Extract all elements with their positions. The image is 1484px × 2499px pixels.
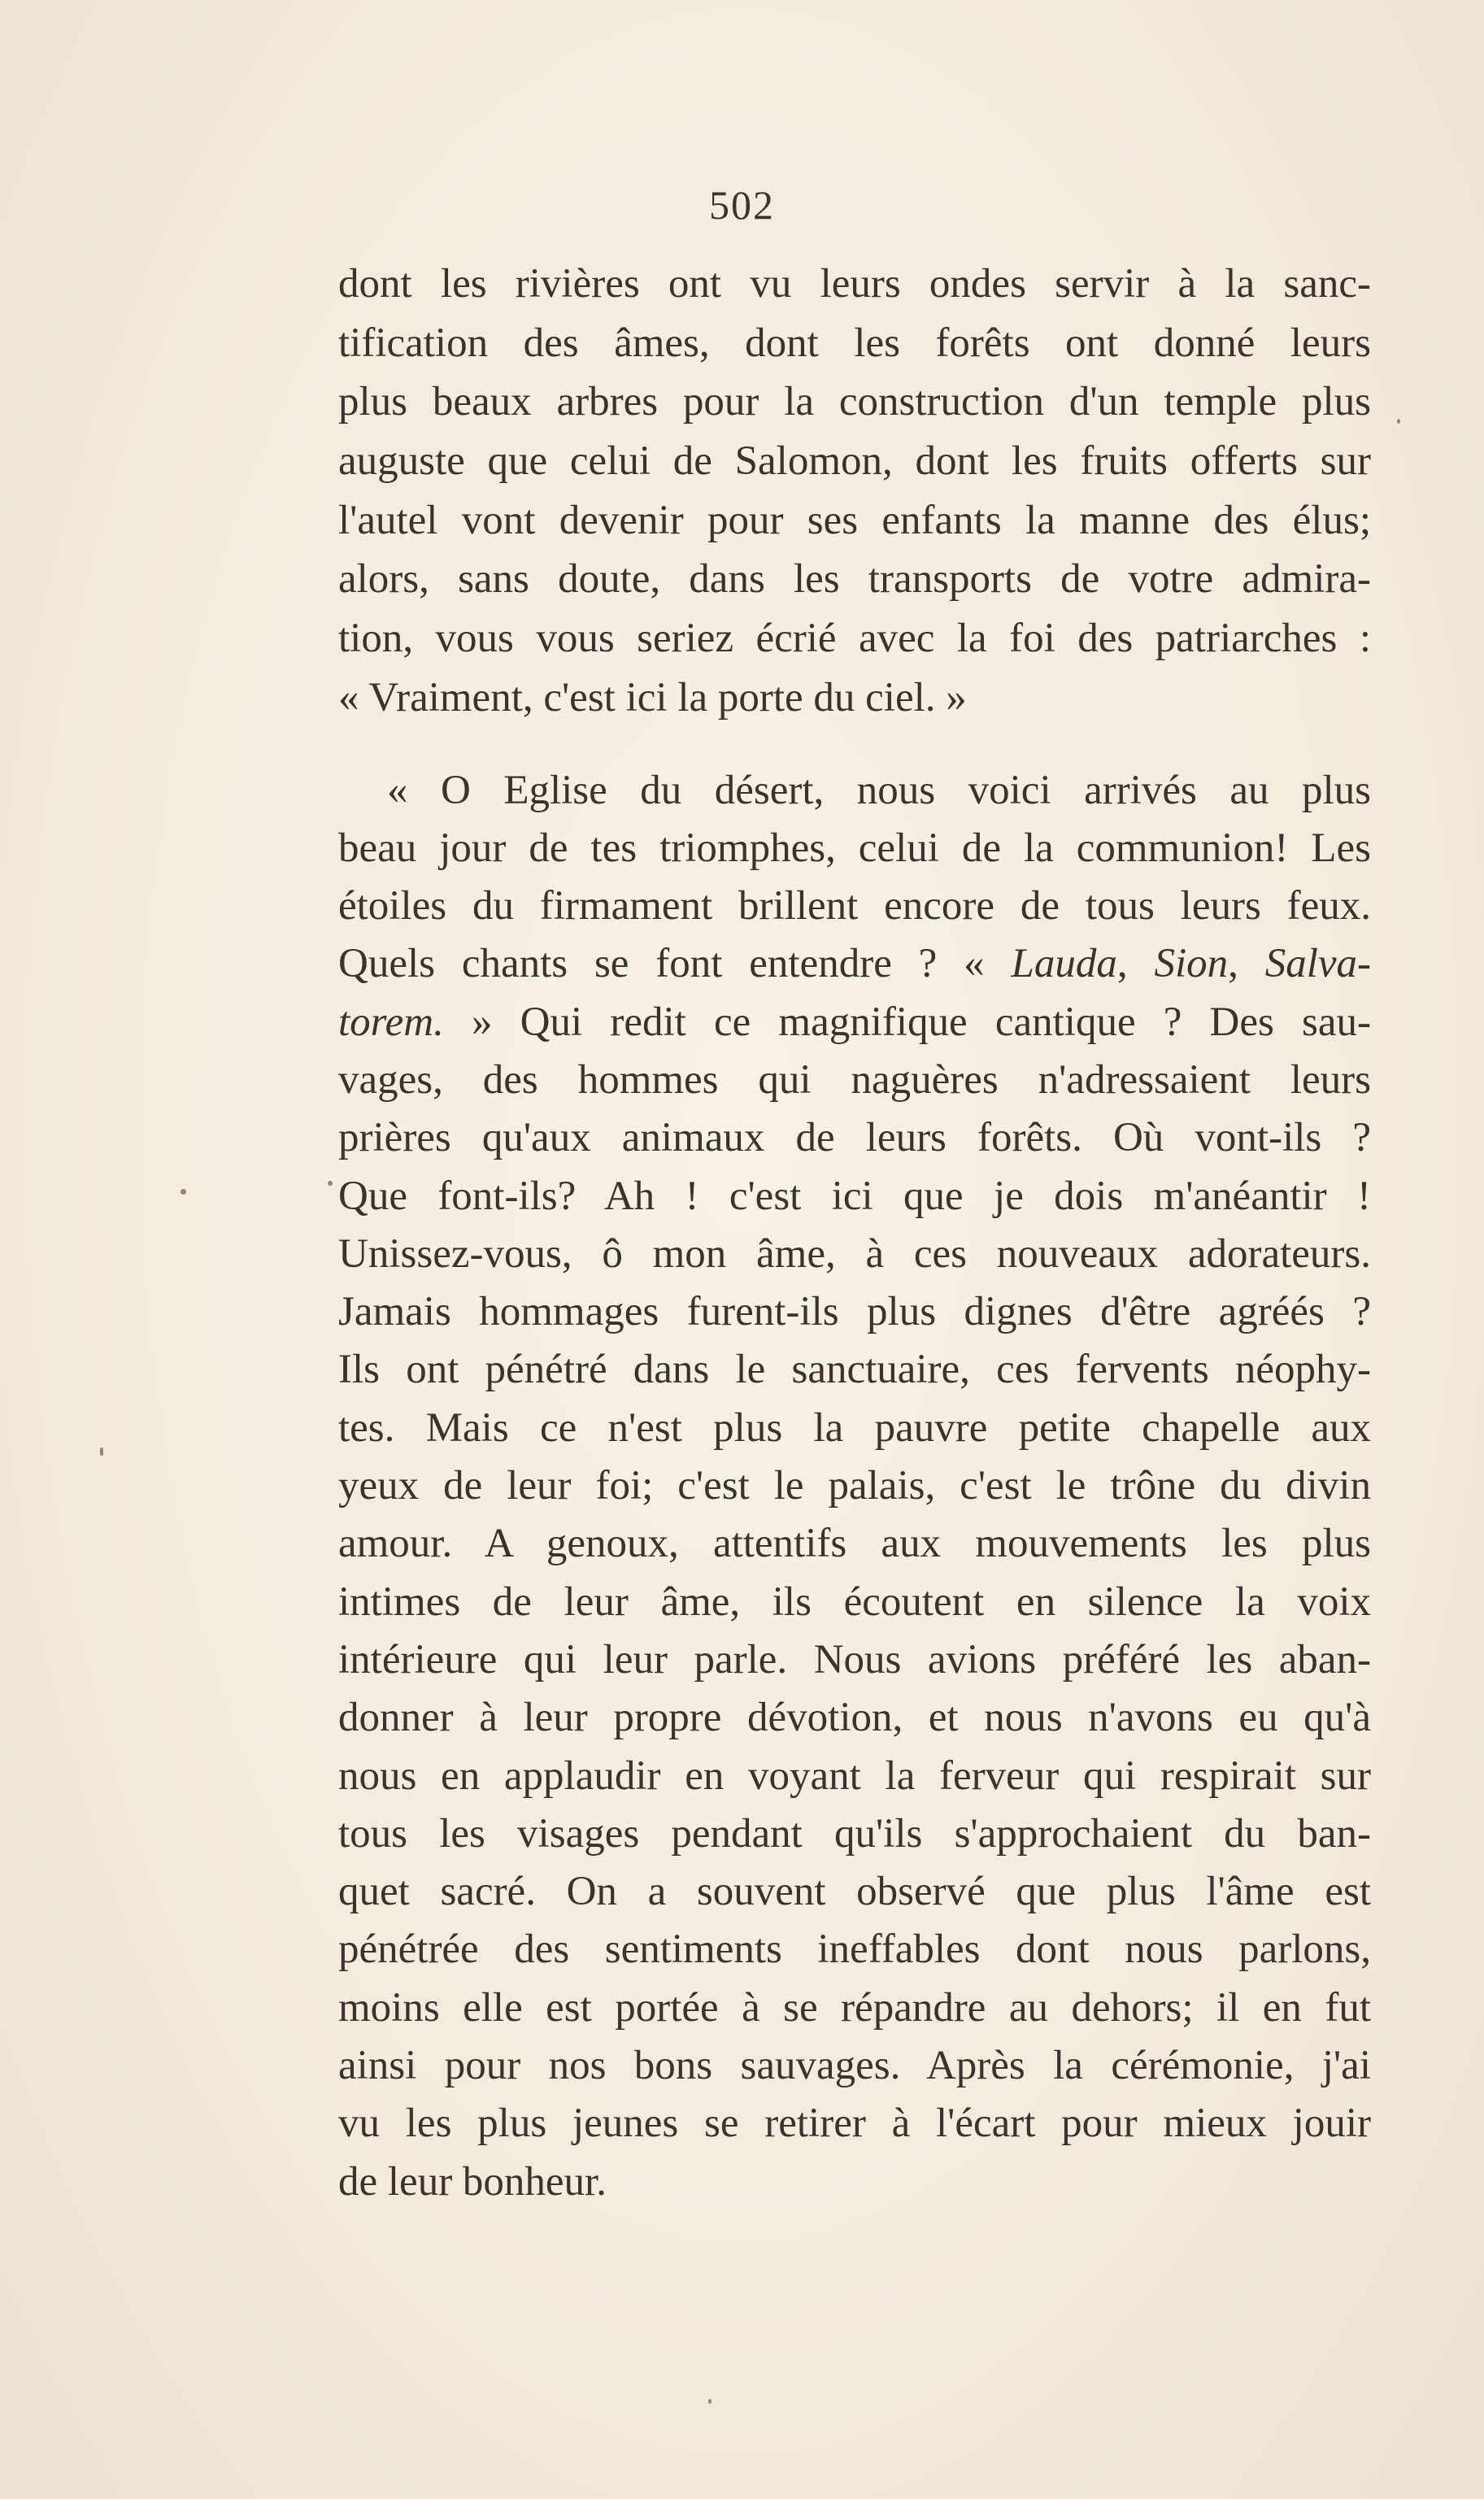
paper-speck [181, 1189, 186, 1195]
text-line [338, 1748, 1371, 1805]
text-run: auguste que celui de Salomon, dont les fruits offerts sur [338, 438, 1371, 485]
paper-speck [1397, 419, 1400, 424]
text-line [338, 1400, 1371, 1457]
text-line [338, 1283, 1371, 1341]
text-line [338, 1109, 1371, 1167]
text-line [338, 314, 1371, 373]
text-run: prières qu'aux animaux de leurs forêts. Où vont-ils ? [338, 1115, 1371, 1161]
text-line [338, 877, 1371, 935]
text-run: , [1228, 941, 1265, 987]
text-line [338, 432, 1371, 491]
text-line [338, 1805, 1371, 1863]
text-line [338, 994, 1371, 1051]
text-line [338, 820, 1371, 877]
text-run: tous les visages pendant qu'ils s'approchaient du ban- [338, 1810, 1371, 1857]
body-text [338, 255, 1371, 2211]
paragraph-gap [338, 728, 1371, 762]
text-run: beau jour de tes triomphes, celui de la communion! Les [338, 825, 1371, 871]
text-run: dont les rivières ont vu leurs ondes servir à la sanc- [338, 261, 1371, 307]
text-run: , [1116, 941, 1155, 987]
text-line [338, 491, 1371, 551]
text-line [338, 1457, 1371, 1515]
text-line [338, 668, 1371, 728]
text-run: quet sacré. On a souvent observé que plus l'âme est [338, 1869, 1371, 1915]
text-run: l'autel vont devenir pour ses enfants la manne des élus; [338, 497, 1371, 543]
text-line [338, 372, 1371, 432]
text-line [338, 609, 1371, 668]
text-run: pénétrée des sentiments ineffables dont nous parlons, [338, 1926, 1371, 1973]
paper-speck [100, 1448, 103, 1456]
text-run: tification des âmes, dont les forêts ont donné leurs [338, 320, 1371, 366]
text-line [338, 2153, 1371, 2211]
text-run: alors, sans doute, dans les transports de votre admira- [338, 556, 1371, 603]
text-line [338, 1168, 1371, 1226]
text-line [338, 1979, 1371, 2037]
text-run: donner à leur propre dévotion, et nous n'avons eu qu'à [338, 1695, 1371, 1741]
text-run: plus beaux arbres pour la construction d'un temple plus [338, 379, 1371, 425]
italic-text: Sion [1154, 941, 1229, 987]
page-number: 502 [709, 182, 775, 228]
paragraph-1 [338, 255, 1371, 728]
text-run: » Qui redit ce magnifique cantique ? Des sau- [443, 999, 1371, 1045]
text-run: amour. A genoux, attentifs aux mouvements les plus [338, 1521, 1371, 1567]
text-line [338, 550, 1371, 609]
text-run: « Vraiment, c'est ici la porte du ciel. » [338, 674, 967, 721]
text-line [338, 255, 1371, 314]
text-run: tion, vous vous seriez écrié avec la foi des patriarches : [338, 616, 1371, 662]
paragraph-2 [338, 762, 1371, 2211]
text-line [338, 935, 1371, 993]
text-run: Que font-ils? Ah ! c'est ici que je dois m'anéantir ! [338, 1173, 1371, 1219]
text-run: vages, des hommes qui naguères n'adressaient leurs [338, 1056, 1371, 1103]
text-run: intérieure qui leur parle. Nous avions préféré les aban- [338, 1636, 1371, 1683]
text-line [338, 1863, 1371, 1921]
text-line [338, 1631, 1371, 1689]
text-run: Jamais hommages furent-ils plus dignes d'être agréés ? [338, 1289, 1371, 1335]
paper-speck [708, 2399, 712, 2404]
italic-text: Salva- [1264, 941, 1372, 987]
text-line [338, 1051, 1371, 1109]
text-line [338, 2095, 1371, 2153]
text-run: vu les plus jeunes se retirer à l'écart pour mieux jouir [338, 2101, 1371, 2147]
text-run: ainsi pour nos bons sauvages. Après la cérémonie, j'ai [338, 2043, 1371, 2089]
text-line [338, 762, 1371, 820]
text-run: moins elle est portée à se répandre au dehors; il en fut [338, 1984, 1371, 2031]
text-run: Quels chants se font entendre ? « [338, 941, 1012, 987]
paper-speck [328, 1181, 333, 1186]
text-line [338, 1515, 1371, 1573]
text-run: Unissez-vous, ô mon âme, à ces nouveaux adorateurs. [338, 1230, 1371, 1277]
text-line [338, 1226, 1371, 1283]
text-line [338, 2037, 1371, 2095]
italic-text: torem. [338, 999, 444, 1045]
text-run: nous en applaudir en voyant la ferveur qui respirait sur [338, 1752, 1371, 1799]
text-line [338, 1921, 1371, 1979]
text-line [338, 1341, 1371, 1399]
text-run: étoiles du firmament brillent encore de tous leurs feux. [338, 883, 1371, 930]
text-line [338, 1574, 1371, 1631]
italic-text: Lauda [1011, 941, 1117, 987]
text-line [338, 1689, 1371, 1747]
text-run: de leur bonheur. [338, 2158, 607, 2205]
text-run: tes. Mais ce n'est plus la pauvre petite chapelle aux [338, 1404, 1371, 1451]
text-run: yeux de leur foi; c'est le palais, c'est le trône du divin [338, 1463, 1371, 1509]
text-run: intimes de leur âme, ils écoutent en silence la voix [338, 1578, 1371, 1625]
text-run: « O Eglise du désert, nous voici arrivés au plus [387, 767, 1371, 813]
text-run: Ils ont pénétré dans le sanctuaire, ces fervents néophy- [338, 1347, 1371, 1393]
